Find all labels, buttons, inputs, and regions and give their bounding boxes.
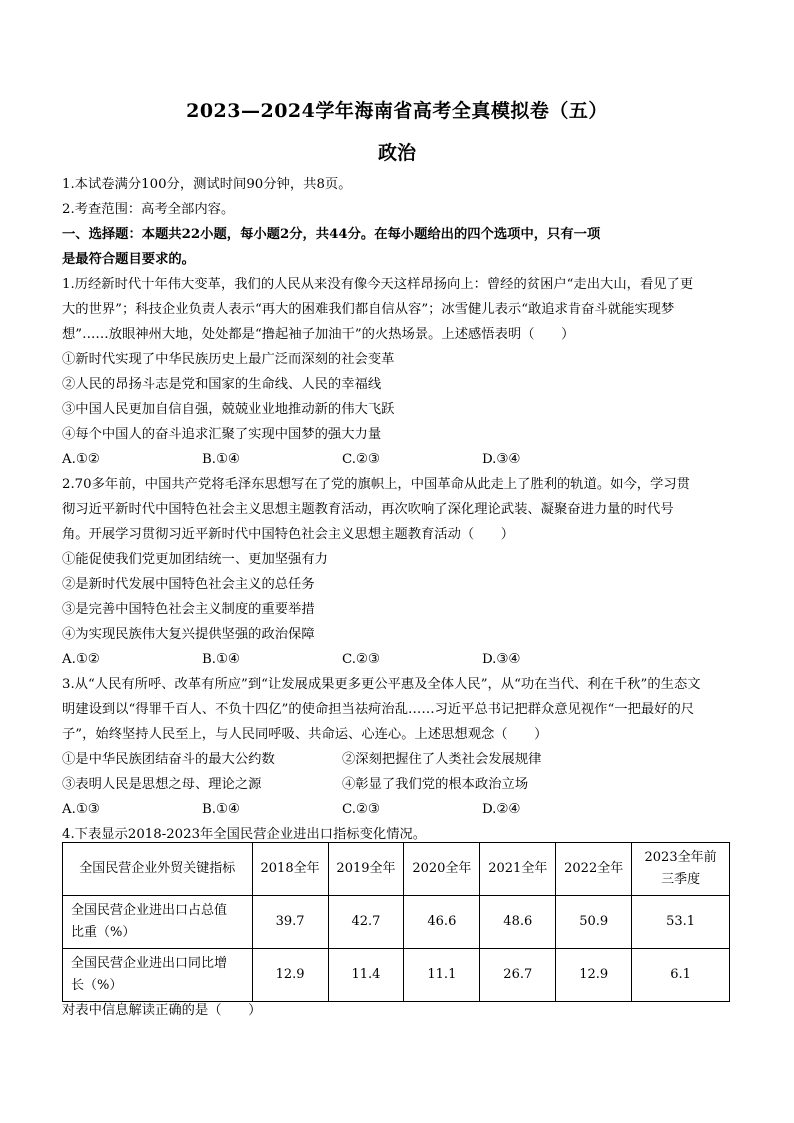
table-row <box>63 896 730 949</box>
table-header-cell: 2021全年 <box>480 843 556 896</box>
statement-item: ④彰显了我们党的根本政治立场 <box>342 777 529 792</box>
answer-options <box>62 647 732 672</box>
question-stem-line: 3.从“人民有所呼、改革有所应”到“让发展成果更多更公平惠及全体人民”，从“功在当代、利在千秋”的生态文 <box>62 677 701 692</box>
row-label-line: 全国民营企业进出口同比增 <box>71 956 228 971</box>
answer-options <box>62 797 732 822</box>
question-stem-line: 子”，始终坚持人民至上，与人民同呼吸、共命运、心连心。上述思想观念（ ） <box>62 727 548 742</box>
option-d: D.②④ <box>482 802 521 817</box>
statement-item: ④每个中国人的奋斗追求汇聚了实现中国梦的强大力量 <box>62 427 382 442</box>
table-cell: 26.7 <box>480 949 556 1002</box>
row-label-cell <box>63 896 253 949</box>
statement-row <box>62 772 732 797</box>
table-row <box>63 949 730 1002</box>
question-4-prompt: 对表中信息解读正确的是（ ） <box>62 1003 262 1018</box>
option-a: A.①③ <box>62 802 100 817</box>
option-a: A.①② <box>62 452 100 467</box>
option-d: D.③④ <box>482 652 521 667</box>
table-cell: 46.6 <box>404 896 480 949</box>
question-stem-line: 1.历经新时代十年伟大变革，我们的人民从来没有像今天这样昂扬向上：曾经的贫困户“走出大山，看见了更 <box>62 277 694 292</box>
exam-content <box>62 172 732 847</box>
table-header-cell: 2019全年 <box>328 843 404 896</box>
question-4-stem: 4.下表显示2018-2023年全国民营企业进出口指标变化情况。 <box>62 827 427 842</box>
option-c: C.②③ <box>342 802 380 817</box>
header-text-line: 三季度 <box>661 872 701 887</box>
question-3 <box>62 672 732 822</box>
question-stem-line: 大的世界”；科技企业负责人表示“再大的困难我们都自信从容”；冰雪健儿表示“敢追求肯奋斗就能实现梦 <box>62 302 675 317</box>
question-stem-line: 明建设到以“得罪千百人、不负十四亿”的使命担当祛疴治乱……习近平总书记把群众意见视作“一把最好的尺 <box>62 702 695 717</box>
table-cell: 6.1 <box>632 949 730 1002</box>
table-cell: 48.6 <box>480 896 556 949</box>
statement-item: ③中国人民更加自信自强，兢兢业业地推动新的伟大飞跃 <box>62 402 395 417</box>
option-b: B.①④ <box>202 452 240 467</box>
question-1 <box>62 272 732 472</box>
option-c: C.②③ <box>342 452 380 467</box>
question-stem-line: 想”……放眼神州大地，处处都是“撸起袖子加油干”的火热场景。上述感悟表明（ ） <box>62 327 575 342</box>
table-header-cell: 2018全年 <box>252 843 328 896</box>
statement-item: ②深刻把握住了人类社会发展规律 <box>342 752 542 767</box>
question-2 <box>62 472 732 672</box>
table-cell: 12.9 <box>252 949 328 1002</box>
option-c: C.②③ <box>342 652 380 667</box>
table-header-row <box>63 843 730 896</box>
instruction-2: 2.考查范围：高考全部内容。 <box>62 202 235 217</box>
statement-item: ①能促使我们党更加团结统一、更加坚强有力 <box>62 552 328 567</box>
table-cell: 42.7 <box>328 896 404 949</box>
statement-item: ①是中华民族团结奋斗的最大公约数 <box>62 752 275 767</box>
question-stem-line: 彻习近平新时代中国特色社会主义思想主题教育活动，再次吹响了深化理论武装、凝聚奋进力量的时代号 <box>62 502 674 517</box>
trade-indicator-table <box>62 842 730 1002</box>
table-header-cell: 全国民营企业外贸关键指标 <box>63 843 253 896</box>
table-cell: 11.1 <box>404 949 480 1002</box>
statement-item: ②人民的昂扬斗志是党和国家的生命线、人民的幸福线 <box>62 377 382 392</box>
statement-item: ①新时代实现了中华民族历史上最广泛而深刻的社会变革 <box>62 352 395 367</box>
option-a: A.①② <box>62 652 100 667</box>
option-d: D.③④ <box>482 452 521 467</box>
table-header-cell: 2020全年 <box>404 843 480 896</box>
table-header-cell: 2022全年 <box>556 843 632 896</box>
row-label-line: 长（%） <box>71 978 123 993</box>
statement-item: ②是新时代发展中国特色社会主义的总任务 <box>62 577 315 592</box>
row-label-line: 全国民营企业进出口占总值 <box>71 903 228 918</box>
table-cell: 11.4 <box>328 949 404 1002</box>
page-title: 2023—2024学年海南省高考全真模拟卷（五） <box>186 100 608 122</box>
row-label-cell <box>63 949 253 1002</box>
instruction-1: 1.本试卷满分100分，测试时间90分钟，共8页。 <box>62 177 352 192</box>
statement-item: ③是完善中国特色社会主义制度的重要举措 <box>62 602 315 617</box>
option-b: B.①④ <box>202 652 240 667</box>
table-cell: 12.9 <box>556 949 632 1002</box>
table-header-cell <box>632 843 730 896</box>
table-cell: 50.9 <box>556 896 632 949</box>
option-b: B.①④ <box>202 802 240 817</box>
table-cell: 53.1 <box>632 896 730 949</box>
question-stem-line: 2.70多年前，中国共产党将毛泽东思想写在了党的旗帜上，中国革命从此走上了胜利的轨道。如今，学习贯 <box>62 477 690 492</box>
subject-title: 政治 <box>377 142 416 164</box>
section-heading-line-1: 一、选择题：本题共22小题，每小题2分，共44分。在每小题给出的四个选项中，只有一项 <box>62 227 601 242</box>
question-stem-line: 角。开展学习贯彻习近平新时代中国特色社会主义思想主题教育活动（ ） <box>62 527 515 542</box>
section-heading-line-2: 是最符合题目要求的。 <box>62 252 195 267</box>
statement-row <box>62 747 732 772</box>
header-text-line: 2023全年前 <box>644 850 717 865</box>
statement-item: ④为实现民族伟大复兴提供坚强的政治保障 <box>62 627 315 642</box>
statement-item: ③表明人民是思想之母、理论之源 <box>62 777 262 792</box>
answer-options <box>62 447 732 472</box>
row-label-line: 比重（%） <box>71 925 136 940</box>
table-cell: 39.7 <box>252 896 328 949</box>
